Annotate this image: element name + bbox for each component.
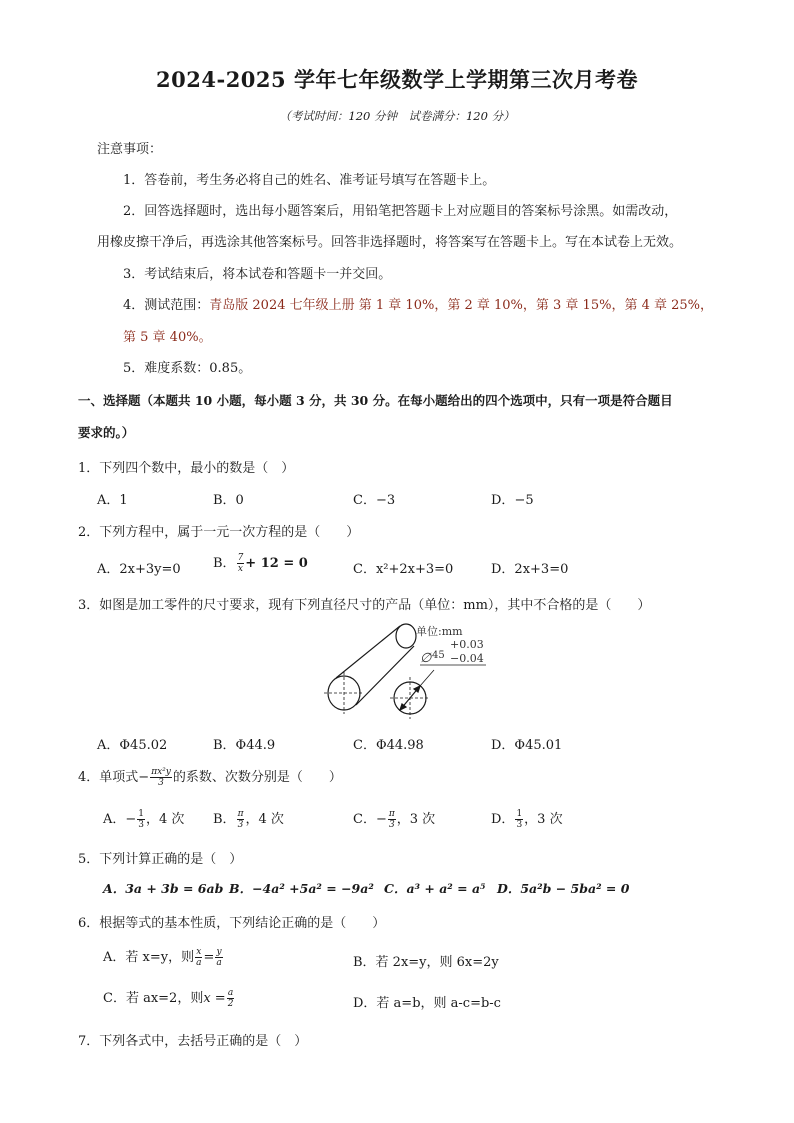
test-range: 青岛版 2024 七年级上册 第 1 章 10%，第 2 章 10%，第 3 章 15%，第 4 章 25%，	[209, 298, 714, 313]
question-4-option-c	[353, 808, 435, 830]
fraction	[215, 947, 222, 968]
denominator: 3	[388, 820, 395, 830]
notice-item-3: 3．考试结束后，将本试卷和答题卡一并交回。	[123, 267, 392, 282]
numerator: πx²y	[151, 767, 171, 777]
question-1-option-b: B．0	[213, 493, 244, 508]
notice-item-1: 1．答卷前，考生务必将自己的姓名、准考证号填写在答题卡上。	[123, 173, 496, 188]
option-rest: ，3 次	[396, 812, 436, 827]
question-3-option-c: C．Φ44.98	[353, 738, 424, 753]
question-5-option-b: B．−4a² +5a² = −9a²	[229, 881, 374, 896]
denominator: 3	[158, 778, 164, 788]
phi-symbol: ∅	[420, 651, 432, 666]
notice-heading: 注意事项：	[97, 142, 163, 157]
question-2-option-c: C．x²+2x+3=0	[353, 562, 454, 577]
numerator: a	[227, 988, 234, 998]
question-2-option-b	[213, 552, 308, 574]
question-3-option-b: B．Φ44.9	[213, 738, 276, 753]
fraction	[237, 553, 245, 574]
stem-prefix: 4．单项式	[78, 770, 139, 785]
part-dimension-figure	[320, 618, 500, 724]
question-5-option-c: C．a³ + a² = a⁵	[384, 881, 486, 896]
stem-suffix: 的系数、次数分别是（ ）	[172, 770, 342, 785]
numerator: π	[237, 809, 244, 819]
question-4-stem	[78, 766, 342, 788]
denominator: 3	[516, 820, 523, 830]
variable: x =	[203, 991, 226, 1006]
denominator: x	[237, 564, 243, 574]
question-6-option-d: D．若 a=b，则 a-c=b-c	[353, 996, 501, 1011]
question-4-option-a	[103, 808, 184, 830]
question-3-stem: 3．如图是加工零件的尺寸要求，现有下列直径尺寸的产品（单位：mm），其中不合格的是（ ）	[78, 598, 651, 613]
question-5-stem: 5．下列计算正确的是（ ）	[78, 852, 243, 867]
question-3-option-d: D．Φ45.01	[491, 738, 563, 753]
question-2-option-d: D．2x+3=0	[491, 562, 569, 577]
option-prefix: C．若 ax=2，则	[103, 991, 204, 1006]
fraction	[227, 988, 235, 1009]
notice-item-2-line-1: 2．回答选择题时，选出每小题答案后，用铅笔把答题卡上对应题目的答案标号涂黑。如需改动，	[123, 204, 678, 219]
exam-info: （考试时间：120 分钟 试卷满分：120 分）	[279, 109, 515, 123]
section-heading: 一、选择题（本题共 10 小题，每小题 3 分，共 30 分。在每小题给出的四个选项中，只有一项是符合题目	[78, 393, 673, 408]
question-1-option-a: A．1	[97, 493, 128, 508]
notice-item-5: 5．难度系数：0.85。	[123, 361, 252, 376]
option-rest: ，3 次	[524, 812, 563, 827]
option-prefix: A．若 x=y，则	[103, 950, 195, 965]
question-5-option-a: A．3a + 3b = 6ab	[103, 881, 224, 896]
option-value: −3	[375, 493, 396, 508]
question-4-option-b	[213, 808, 284, 830]
question-1-stem: 1．下列四个数中，最小的数是（ ）	[78, 461, 295, 476]
page-title: 2024-2025 学年七年级数学上学期第三次月考卷	[156, 67, 638, 92]
fraction	[515, 809, 523, 830]
denominator: a	[196, 958, 202, 968]
question-6-stem: 6．根据等式的基本性质，下列结论正确的是（ ）	[78, 916, 386, 931]
numerator: 1	[516, 809, 523, 819]
upper-tolerance: +0.03	[450, 638, 484, 651]
equals-sign: =	[203, 950, 215, 965]
denominator: 3	[138, 820, 145, 830]
nominal-diameter: 45	[432, 650, 445, 661]
fraction	[388, 809, 396, 830]
option-label: D．	[491, 812, 515, 827]
question-1-option-c	[353, 489, 395, 508]
numerator: 7	[237, 553, 244, 563]
fraction	[195, 947, 202, 968]
fraction	[137, 809, 145, 830]
diameter-arrow	[400, 670, 434, 710]
section-heading-line-2: 要求的。）	[78, 425, 135, 440]
denominator: 3	[237, 820, 244, 830]
numerator: 1	[138, 809, 145, 819]
question-6-option-c	[103, 987, 235, 1009]
fraction	[150, 767, 172, 788]
notice-item-2-line-2: 用橡皮擦干净后，再选涂其他答案标号。回答非选择题时，将答案写在答题卡上。写在本试卷上无效。	[97, 235, 683, 250]
numerator: π	[388, 809, 395, 819]
numerator: x	[196, 947, 202, 957]
notice-item-4-prefix: 4．测试范围：	[123, 298, 210, 313]
option-value: −5	[514, 493, 534, 508]
test-range-line-2: 第 5 章 40%。	[123, 330, 212, 345]
option-label: C．	[353, 493, 376, 508]
question-6-option-b: B．若 2x=y，则 6x=2y	[353, 955, 499, 970]
question-1-option-d	[491, 489, 534, 508]
option-rest: ，4 次	[146, 812, 185, 827]
numerator: y	[216, 947, 222, 957]
denominator: 2	[227, 999, 234, 1009]
cylinder-shape	[328, 624, 416, 710]
option-label: D．	[491, 493, 515, 508]
fraction	[237, 809, 245, 830]
option-label: C．−	[353, 812, 387, 827]
question-3-option-a: A．Φ45.02	[97, 738, 168, 753]
question-4-option-d	[491, 808, 563, 830]
option-label: A．−	[103, 812, 137, 827]
minus-sign: −	[138, 770, 150, 785]
lower-tolerance: −0.04	[450, 652, 484, 665]
question-2-stem: 2．下列方程中，属于一元一次方程的是（ ）	[78, 525, 360, 540]
cylinder-center-lines	[324, 672, 364, 714]
question-6-option-a	[103, 946, 224, 968]
denominator: a	[216, 958, 222, 968]
question-5-option-d: D．5a²b − 5ba² = 0	[497, 881, 630, 896]
question-7-stem: 7．下列各式中，去括号正确的是（ ）	[78, 1034, 308, 1049]
option-rest: ，4 次	[245, 812, 284, 827]
option-rest: + 12 = 0	[245, 556, 308, 571]
option-label: B．	[213, 556, 236, 571]
option-label: B．	[213, 812, 236, 827]
notice-item-4	[123, 296, 713, 316]
unit-label: 单位:mm	[416, 625, 463, 638]
question-2-option-a: A．2x+3y=0	[97, 562, 181, 577]
